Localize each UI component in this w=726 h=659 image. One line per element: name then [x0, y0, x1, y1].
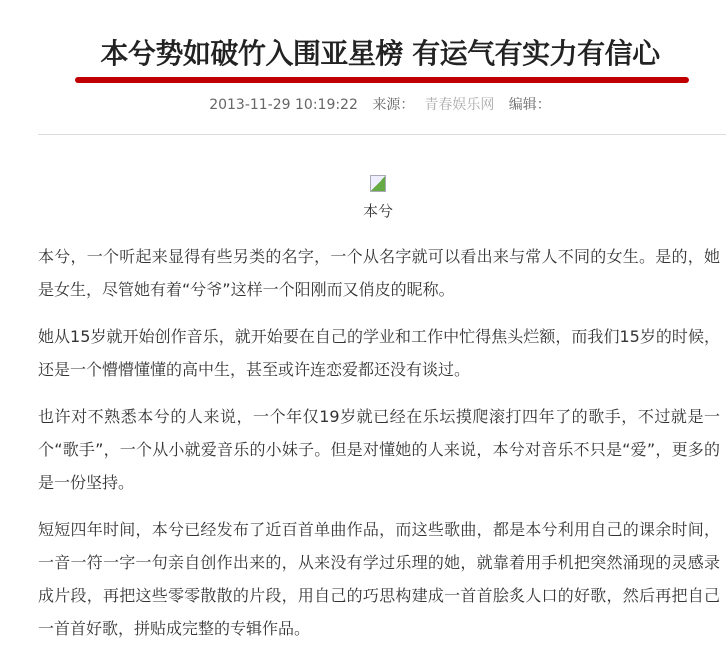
title-underline [75, 77, 689, 83]
article-body [38, 240, 720, 659]
paragraph: 短短四年时间，本兮已经发布了近百首单曲作品，而这些歌曲，都是本兮利用自己的课余时间，一音一符一字一句亲自创作出来的，从来没有学过乐理的她，就靠着用手机把突然涌现的灵感录成片段，再把这些零零散散的片段，用自己的巧思构建成一首首脍炙人口的好歌，然后再把自己一首首好歌，拼贴成完整的专辑作品。 [38, 520, 720, 638]
image-caption: 本兮 [362, 202, 393, 220]
paragraph: 本兮，一个听起来显得有些另类的名字，一个从名字就可以看出来与常人不同的女生。是的，她是女生，尽管她有着“兮爷”这样一个阳刚而又俏皮的昵称。 [38, 247, 720, 299]
source-link[interactable]: 青春娱乐网 [424, 97, 495, 113]
editor-label: 编辑： [508, 97, 551, 113]
paragraph: 她从15岁就开始创作音乐，就开始要在自己的学业和工作中忙得焦头烂额，而我们15岁的时候，还是一个懵懵懂懂的高中生，甚至或许连恋爱都还没有谈过。 [38, 327, 720, 379]
source-label: 来源： [372, 97, 415, 113]
article-title: 本兮势如破竹入围亚星榜 有运气有实力有信心 [100, 37, 660, 70]
paragraph: 也许对不熟悉本兮的人来说，一个年仅19岁就已经在乐坛摸爬滚打四年了的歌手，不过就是一个“歌手”，一个从小就爱音乐的小妹子。但是对懂她的人来说，本兮对音乐不只是“爱”，更多的是一份坚持。 [38, 407, 720, 492]
article-meta [0, 94, 726, 114]
divider [38, 134, 726, 135]
article-figure [0, 175, 726, 221]
broken-image-icon [370, 175, 386, 192]
publish-datetime: 2013-11-29 10:19:22 [209, 97, 358, 113]
